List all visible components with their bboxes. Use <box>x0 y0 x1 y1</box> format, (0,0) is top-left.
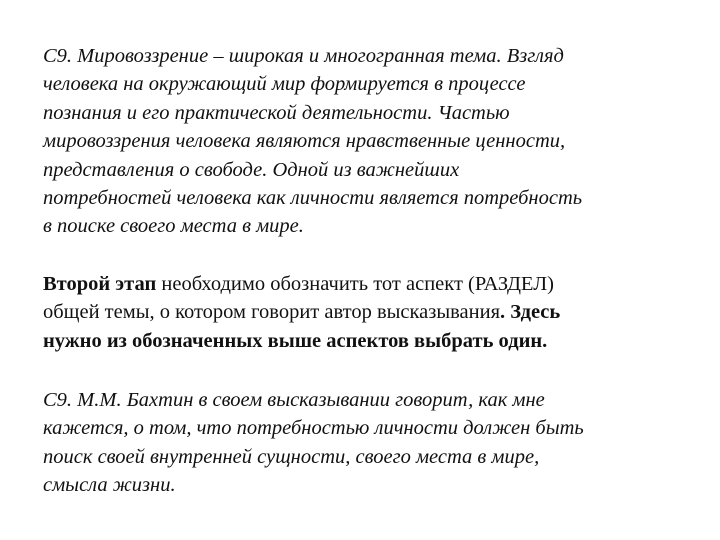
example-paragraph-2 <box>43 386 693 500</box>
text-line: С9. М.М. Бахтин в своем высказывании говорит, как мне <box>43 389 545 411</box>
text-line: человека на окружающий мир формируется в процессе <box>43 73 526 96</box>
text-line: мировоззрения человека являются нравственные ценности, <box>43 130 566 153</box>
text-line: поиск своей внутренней сущности, своего места в мире, <box>43 445 540 468</box>
text-line: в поиске своего места в мире. <box>43 215 304 238</box>
text-line: представления о свободе. Одной из важнейших <box>43 158 460 181</box>
text-line: С9. Мировоззрение – широкая и многогранная тема. Взгляд <box>43 45 564 67</box>
text-fragment: необходимо обозначить тот аспект (РАЗДЕЛ) <box>156 273 554 295</box>
text-line <box>43 298 693 326</box>
text-line: нужно из обозначенных выше аспектов выбрать один. <box>43 329 548 352</box>
text-line: кажется, о том, что потребностью личности должен быть <box>43 417 584 440</box>
text-fragment: общей темы, о котором говорит автор высказывания <box>43 301 501 324</box>
example-paragraph-1 <box>43 42 693 241</box>
text-line: познания и его практической деятельности. Частью <box>43 101 510 124</box>
text-fragment-bold: . Здесь <box>500 301 561 324</box>
instruction-paragraph <box>43 270 693 355</box>
text-line <box>43 270 693 298</box>
text-line: потребностей человека как личности является потребность <box>43 187 583 210</box>
text-line: смысла жизни. <box>43 474 176 497</box>
stage-heading: Второй этап <box>43 273 157 295</box>
